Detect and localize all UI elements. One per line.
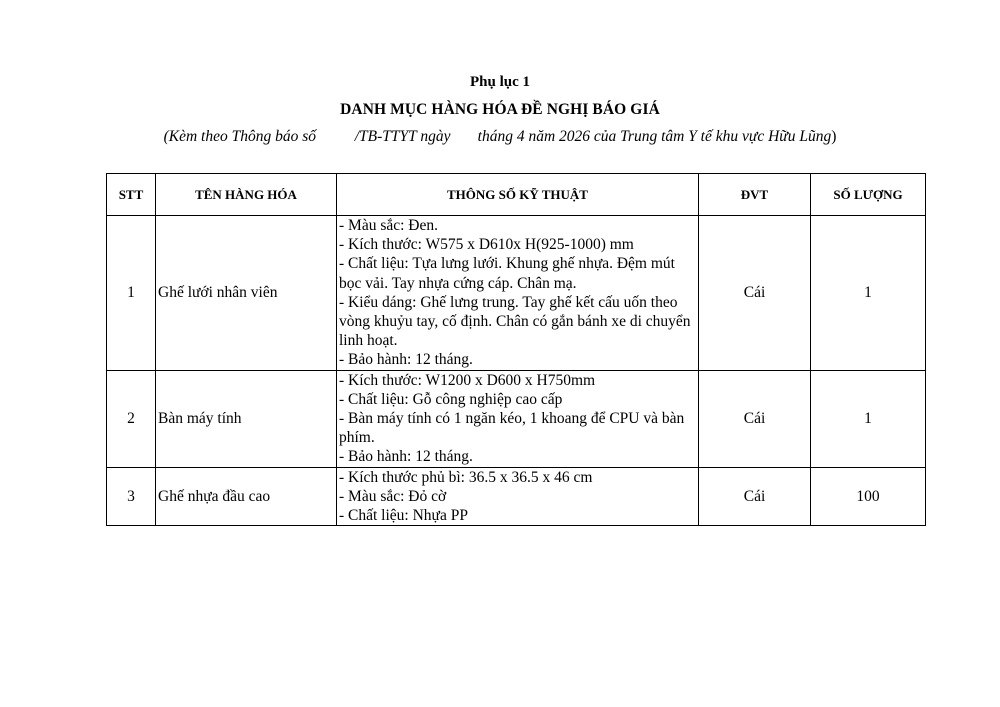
row-qty: 100 xyxy=(811,467,926,526)
goods-table xyxy=(106,173,926,526)
header-stt: STT xyxy=(107,174,156,216)
table-row xyxy=(107,467,926,526)
row-unit: Cái xyxy=(699,216,811,371)
row-unit: Cái xyxy=(699,370,811,467)
row-qty: 1 xyxy=(811,216,926,371)
document-subtitle xyxy=(0,128,1000,146)
spec-line: - Chất liệu: Nhựa PP xyxy=(339,507,468,525)
spec-line: - Kiểu dáng: Ghế lưng trung. Tay ghế kết cấu uốn theo vòng khuỷu tay, cố định. Chân có gắn bánh xe di chuyển linh hoạt. xyxy=(339,293,691,350)
row-stt: 3 xyxy=(107,467,156,526)
spec-line: - Màu sắc: Đen. xyxy=(339,217,438,234)
header-name: TÊN HÀNG HÓA xyxy=(156,174,337,216)
spec-line: - Bàn máy tính có 1 ngăn kéo, 1 khoang để CPU và bàn phím. xyxy=(339,410,685,447)
header-spec: THÔNG SỐ KỸ THUẬT xyxy=(337,174,699,216)
table-row xyxy=(107,370,926,467)
spec-line: - Màu sắc: Đỏ cờ xyxy=(339,487,447,505)
table-row xyxy=(107,216,926,371)
row-spec xyxy=(337,216,699,371)
table-header-row xyxy=(107,174,926,216)
header-qty: SỐ LƯỢNG xyxy=(811,174,926,216)
header-unit: ĐVT xyxy=(699,174,811,216)
row-name: Ghế lưới nhân viên xyxy=(156,216,337,371)
row-stt: 2 xyxy=(107,370,156,467)
row-spec xyxy=(337,467,699,526)
row-name: Ghế nhựa đầu cao xyxy=(156,467,337,526)
row-qty: 1 xyxy=(811,370,926,467)
spec-line: - Chất liệu: Tựa lưng lưới. Khung ghế nhựa. Đệm mút bọc vải. Tay nhựa cứng cáp. Chân mạ. xyxy=(339,255,675,292)
appendix-label: Phụ lục 1 xyxy=(469,74,530,90)
row-stt: 1 xyxy=(107,216,156,371)
document-title: DANH MỤC HÀNG HÓA ĐỀ NGHỊ BÁO GIÁ xyxy=(340,101,660,118)
subtitle-text: Kèm theo Thông báo số /TB-TTYT ngày tháng 4 năm 2026 của Trung tâm Y tế khu vực Hữu Lũng xyxy=(168,128,832,145)
subtitle-open-paren: ( xyxy=(163,128,169,145)
row-name: Bàn máy tính xyxy=(156,370,337,467)
spec-line: - Bảo hành: 12 tháng. xyxy=(339,448,473,466)
spec-line: - Kích thước phủ bì: 36.5 x 36.5 x 46 cm xyxy=(339,468,593,486)
row-unit: Cái xyxy=(699,467,811,526)
row-spec xyxy=(337,370,699,467)
spec-line: - Bảo hành: 12 tháng. xyxy=(339,351,473,369)
spec-line: - Chất liệu: Gỗ công nghiệp cao cấp xyxy=(339,390,563,408)
spec-line: - Kích thước: W575 x D610x H(925-1000) mm xyxy=(339,236,634,254)
spec-line: - Kích thước: W1200 x D600 x H750mm xyxy=(339,371,596,389)
subtitle-close-paren: ) xyxy=(831,128,837,145)
